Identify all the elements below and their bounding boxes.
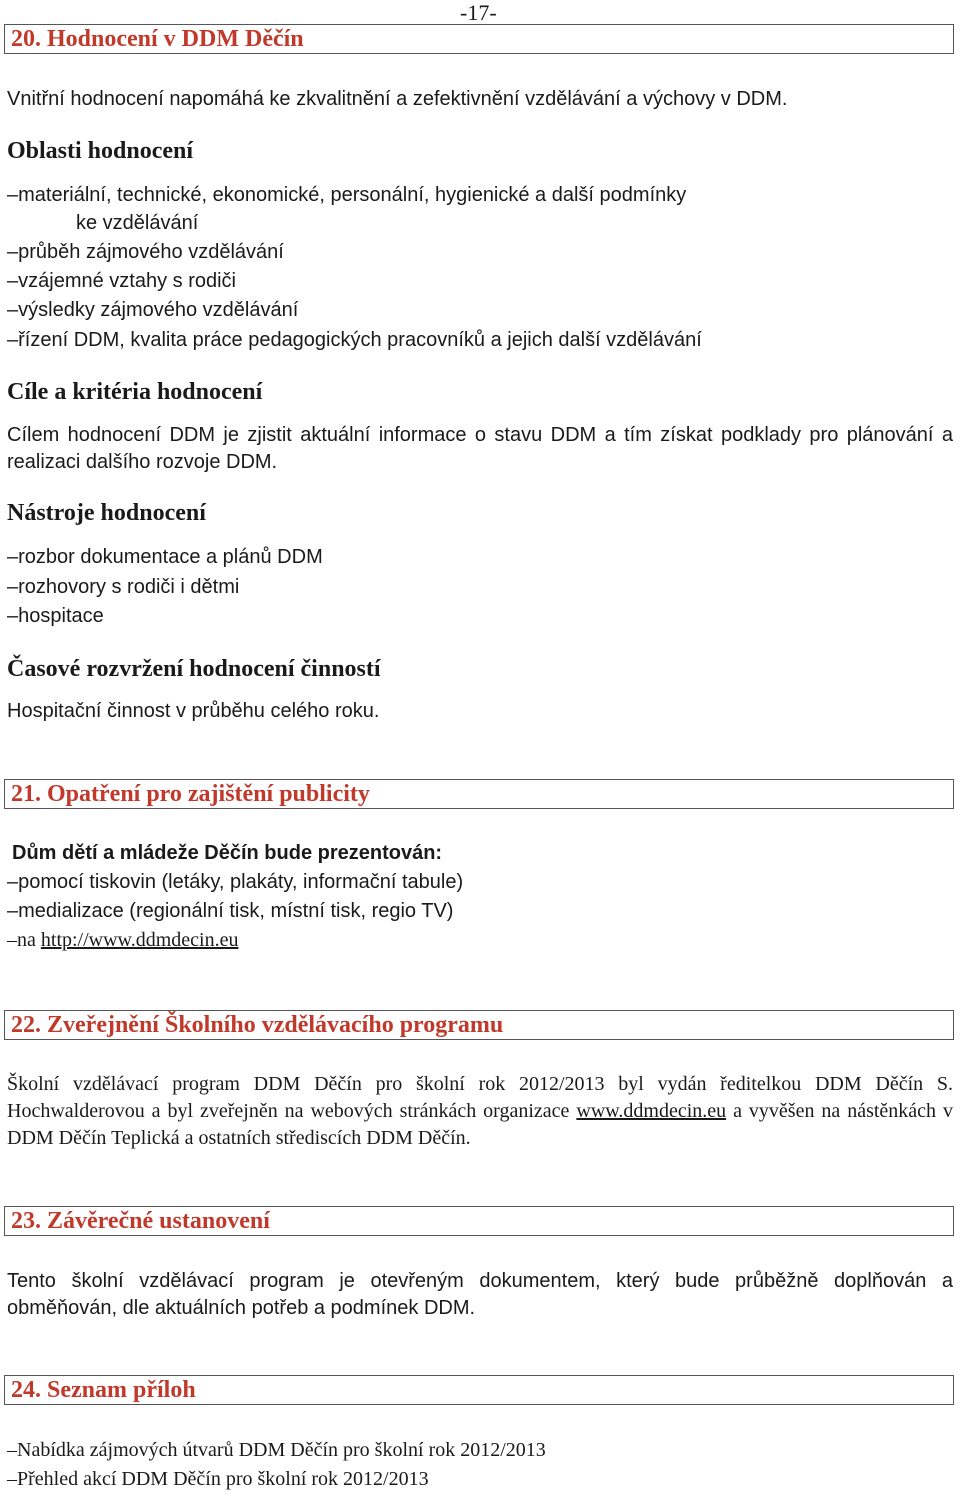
area-item: – průběh zájmového vzdělávání	[7, 241, 284, 264]
area-item: – materiální, technické, ekonomické, personální, hygienické a další podmínky	[7, 184, 686, 207]
section-20-heading-box	[4, 24, 954, 54]
publicity-web-prefix: na	[17, 929, 41, 951]
publicity-lead: Dům dětí a mládeže Děčín bude prezentován:	[12, 842, 443, 864]
area-item-continuation: ke vzdělávání	[76, 212, 199, 234]
ddm-website-link[interactable]: http://www.ddmdecin.eu	[40, 929, 239, 951]
final-provision-text: Tento školní vzdělávací program je otevřeným dokumentem, který bude průběžně doplňován a obměňován, dle aktuálních potřeb a podmínek DDM.	[7, 1270, 953, 1319]
publicity-item: – pomocí tiskovin (letáky, plakáty, informační tabule)	[7, 871, 463, 894]
goals-text: Cílem hodnocení DDM je zjistit aktuální informace o stavu DDM a tím získat podklady pro plánování a realizaci dalšího rozvoje DDM.	[7, 424, 953, 473]
area-item: – vzájemné vztahy s rodiči	[7, 270, 236, 293]
appendix-item: – Přehled akcí DDM Děčín pro školní rok 2012/2013	[7, 1468, 429, 1491]
ddm-website-link-2[interactable]: www.ddmdecin.eu	[576, 1100, 727, 1122]
tool-item: – rozbor dokumentace a plánů DDM	[7, 546, 323, 569]
tool-item: – hospitace	[7, 605, 104, 628]
section-24-heading-box	[4, 1375, 954, 1405]
section-22-heading: 22. Zveřejnění Školního vzdělávacího programu	[11, 1012, 504, 1038]
page-number: -17-	[460, 0, 497, 25]
timing-title: Časové rozvržení hodnocení činností	[7, 656, 381, 682]
section-22-heading-box	[4, 1010, 954, 1040]
section-20-intro: Vnitřní hodnocení napomáhá ke zkvalitnění a zefektivnění vzdělávání a výchovy v DDM.	[7, 88, 788, 110]
section-24-heading: 24. Seznam příloh	[11, 1377, 196, 1403]
section-23-heading-box	[4, 1206, 954, 1236]
area-item: – výsledky zájmového vzdělávání	[7, 299, 298, 322]
area-item: – řízení DDM, kvalita práce pedagogických pracovníků a jejich další vzdělávání	[7, 329, 702, 352]
svp-text-before: Školní vzdělávací program DDM Děčín pro školní rok 2012/2013 byl vydán ředitelkou DDM Děčín S. Hochwalderovou a byl zveřejněn na webových stránkách organizace	[7, 1073, 953, 1122]
appendix-item: – Nabídka zájmových útvarů DDM Děčín pro školní rok 2012/2013	[7, 1439, 546, 1462]
section-21-heading: 21. Opatření pro zajištění publicity	[11, 781, 370, 807]
section-23-heading: 23. Závěrečné ustanovení	[11, 1208, 270, 1234]
tools-title: Nástroje hodnocení	[7, 500, 206, 526]
section-20-heading: 20. Hodnocení v DDM Děčín	[11, 26, 304, 52]
goals-title: Cíle a kritéria hodnocení	[7, 379, 263, 405]
publicity-web-item	[7, 929, 238, 952]
tool-item: – rozhovory s rodiči i dětmi	[7, 576, 239, 599]
section-21-heading-box	[4, 779, 954, 809]
publicity-item: – medializace (regionální tisk, místní tisk, regio TV)	[7, 900, 453, 923]
areas-title: Oblasti hodnocení	[7, 138, 194, 164]
timing-text: Hospitační činnost v průběhu celého roku.	[7, 700, 380, 722]
svp-publication-text	[7, 1071, 953, 1152]
svp-text-after: a vyvěšen na nástěnkách v DDM Děčín Teplická a ostatních střediscích DDM Děčín.	[7, 1100, 954, 1149]
